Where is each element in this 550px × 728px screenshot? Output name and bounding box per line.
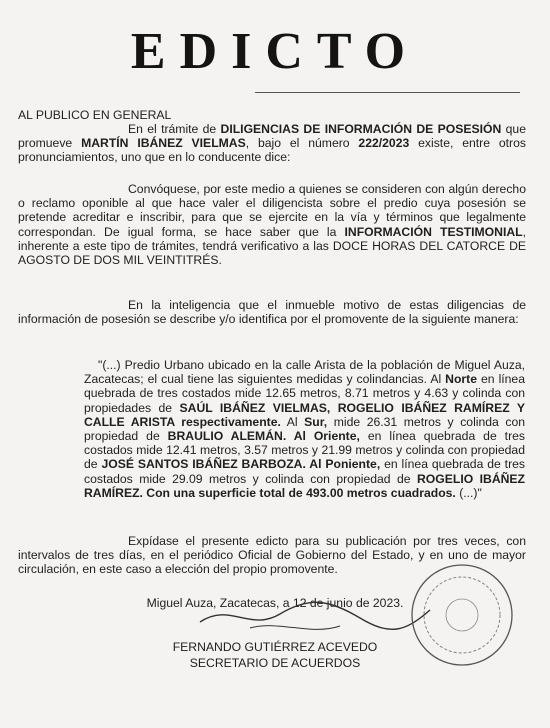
p1-text-a: En el trámite de bbox=[128, 122, 221, 136]
paragraph-description-intro: En la inteligencia que el inmueble motivo de estas diligencias de información de posesión se describe y/o identifica por el promovente de la siguiente manera: bbox=[18, 298, 526, 327]
salutation: AL PUBLICO EN GENERAL bbox=[18, 108, 172, 122]
paragraph-convocation bbox=[18, 182, 526, 267]
p1-promoter: MARTÍN IBÁNEZ VIELMAS bbox=[81, 136, 246, 151]
quote-north: Norte bbox=[445, 372, 477, 387]
quote-text-m: (...)" bbox=[455, 485, 482, 500]
document-title: EDICTO bbox=[130, 23, 420, 80]
quote-north-owners: SAÚL IBÁÑEZ VIELMAS, ROGELIO IBÁÑEZ RAMÍREZ Y CALLE ARISTA respectivamente. bbox=[84, 400, 525, 429]
quote-text-e: Al bbox=[280, 414, 305, 429]
quote-body bbox=[84, 358, 525, 500]
paragraph-publication: Expídase el presente edicto para su publicación por tres veces, con intervalos de tres días, en el periódico Oficial de Gobierno del Estado, y en uno de mayor circulación, en este caso a elección del propio promovente. bbox=[18, 534, 526, 577]
p1-text-e: , bajo el número bbox=[245, 136, 359, 151]
header-rule bbox=[255, 92, 520, 93]
quote-south: Sur, bbox=[304, 414, 328, 429]
quote-south-owner: BRAULIO ALEMÁN. Al Oriente, bbox=[167, 429, 360, 444]
p1-text-c: que promueve bbox=[18, 122, 526, 151]
quote-text-g: mide 26.31 metros y colinda con propiedad de bbox=[84, 414, 526, 444]
p2-testimonial: INFORMACIÓN TESTIMONIAL bbox=[344, 224, 523, 239]
paragraph-intro bbox=[18, 122, 526, 165]
p1-procedure: DILIGENCIAS DE INFORMACIÓN DE POSESIÓN bbox=[220, 122, 502, 136]
quote-text-c: en línea quebrada de tres costados mide 12.65 metros, 8.71 metros y 4.63 y colinda con propiedades de bbox=[84, 372, 525, 415]
date-line: Miguel Auza, Zacatecas, a 12 de junio de 2023. bbox=[146, 596, 404, 610]
quote-text-a: "(...) Predio Urbano ubicado en la calle Arista de la población de Miguel Auza, Zacatecas; el cual tiene las siguientes medidas y colindancias. Al bbox=[84, 358, 525, 387]
p2-text-a: Convóquese, por este medio a quienes se consideren con algún derecho o reclamo oponible al que hace valer el diligencista sobre el predio cuya posesión se pretende acreditar e inscribir, para que se ejercite en la vía y términos que legalmente correspondan. De igual forma, se hace saber que la bbox=[18, 182, 526, 239]
signer-title: SECRETARIO DE ACUERDOS bbox=[189, 656, 361, 670]
p1-text-g: existe, entre otros pronunciamientos, uno que en lo conducente dice: bbox=[18, 136, 526, 165]
signature-scribble bbox=[190, 592, 440, 642]
p1-case-number: 222/2023 bbox=[358, 136, 410, 151]
quote-east-owner: JOSÉ SANTOS IBÁÑEZ BARBOZA. Al Poniente, bbox=[101, 457, 381, 472]
quote-west-owner-area: ROGELIO IBÁÑEZ RAMÍREZ. Con una superficie total de 493.00 metros cuadrados. bbox=[84, 471, 525, 500]
quote-text-k: en línea quebrada de tres costados mide 29.09 metros y colinda con propiedad de bbox=[84, 457, 525, 486]
quote-text-i: en línea quebrada de tres costados mide 12.41 metros, 3.57 metros y 21.99 metros y colinda con propiedad de bbox=[84, 429, 525, 472]
property-description-quote bbox=[84, 358, 525, 500]
p2-text-c: , inherente a este tipo de trámites, tendrá verificativo a las DOCE HORAS DEL CATORCE DE AGOSTO DE DOS MIL VEINTITRÉS. bbox=[18, 224, 526, 268]
signer-name: FERNANDO GUTIÉRREZ ACEVEDO bbox=[172, 640, 378, 654]
